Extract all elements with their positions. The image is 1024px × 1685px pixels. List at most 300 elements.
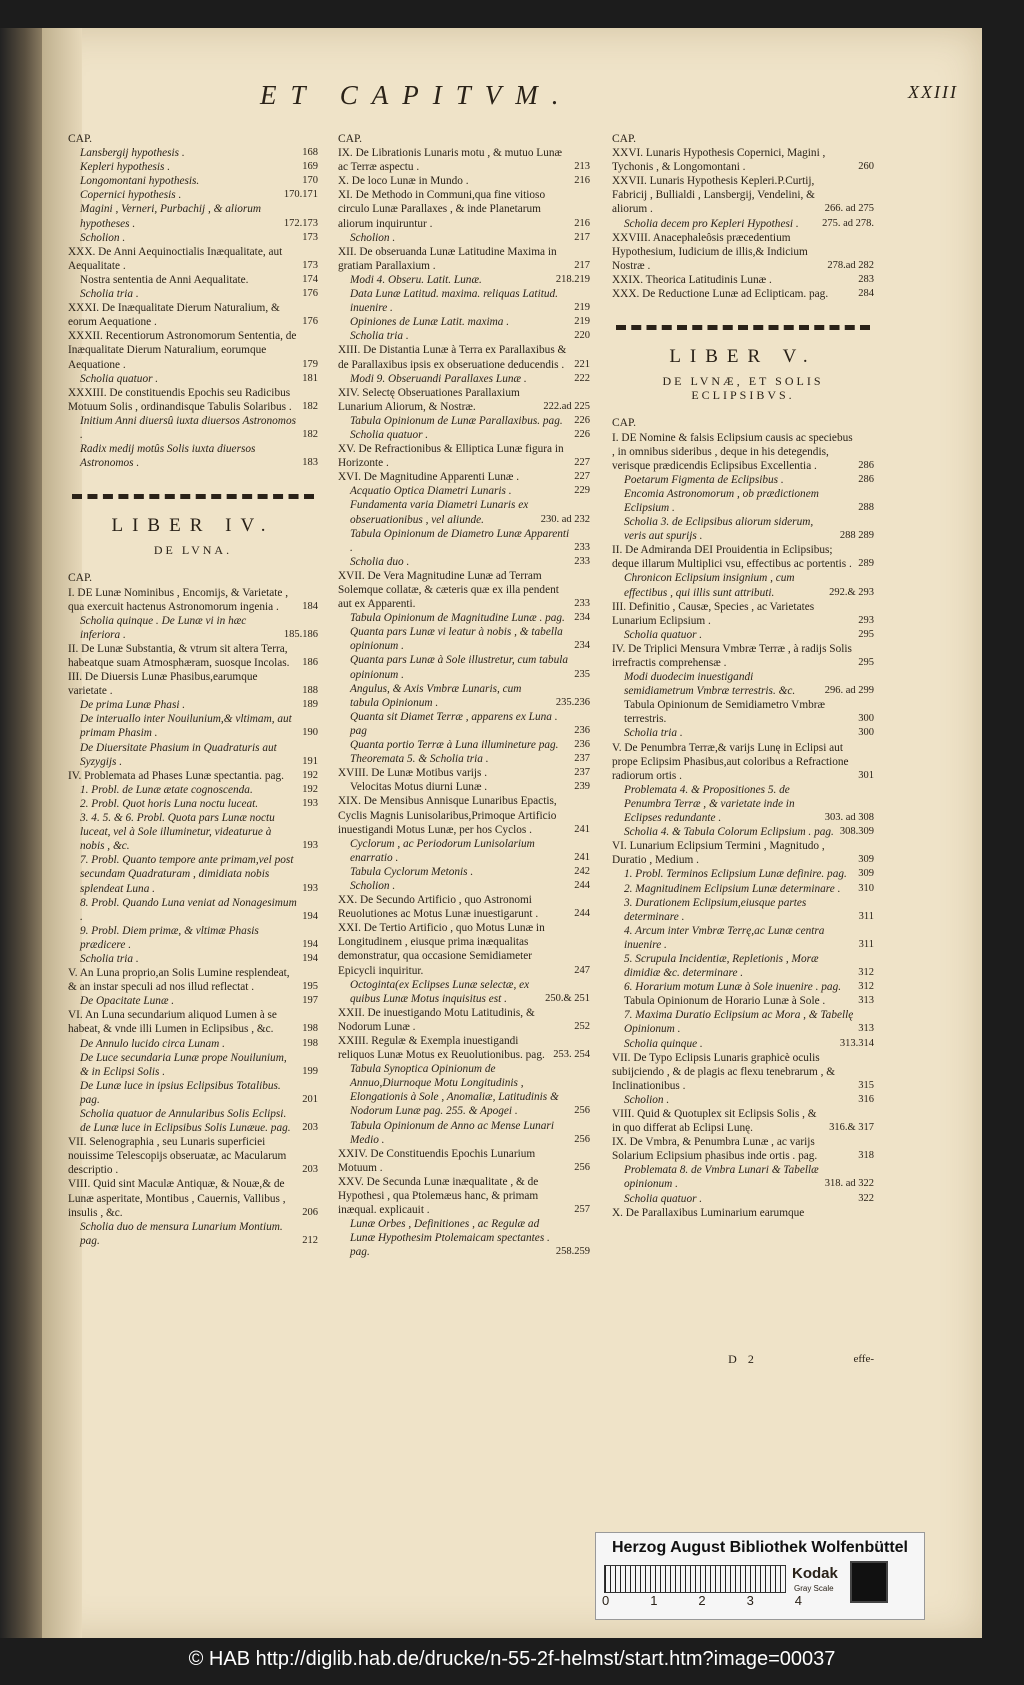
entry-text: XXI. De Tertio Artificio , quo Motus Lunæ in Longitudinem , eiusque prima inæqualitas demonstratur, qua occasione Semidiameter Epicycli inquiritur. [338, 922, 545, 977]
chapter-entry [612, 231, 874, 273]
subentry [338, 484, 590, 498]
subentry [338, 738, 590, 752]
entry-text: Quanta sit Diamet Terræ , apparens ex Luna . pag [350, 710, 558, 737]
subentry [338, 527, 590, 555]
subentry [612, 1037, 874, 1051]
entry-page: 318 [858, 1150, 874, 1162]
entry-page: 201 [302, 1093, 318, 1105]
entry-page: 190 [302, 727, 318, 739]
entry-text: Scholia duo de mensura Lunarium Montium. pag. [80, 1220, 283, 1247]
entry-text: VI. Lunarium Eclipsium Termini , Magnitudo , Duratio , Medium . [612, 840, 825, 867]
subentry [68, 188, 318, 202]
chapter-entry [612, 174, 874, 216]
entry-text: 7. Maxima Duratio Eclipsium ac Mora , & Tabellę Opinionum . [624, 1009, 854, 1036]
entry-page: 313 [858, 995, 874, 1007]
entry-text: XXIV. De Constituendis Epochis Lunarium Motuum . [338, 1147, 536, 1174]
chapter-entry [612, 741, 874, 783]
chapter-entry [68, 642, 318, 670]
subentry [68, 202, 318, 230]
entry-text: Tabula Opinionum de Diametro Lunæ Apparenti . [350, 527, 570, 554]
subentry [338, 273, 590, 287]
entry-text: Modi 4. Obseru. Latit. Lunæ. [350, 273, 482, 286]
entry-page: 275. ad 278. [822, 217, 874, 229]
subentry [612, 217, 874, 231]
entry-page: 182 [302, 428, 318, 440]
entry-page: 203 [302, 1122, 318, 1134]
entry-page: 286 [858, 459, 874, 471]
subentry [68, 994, 318, 1008]
subentry [612, 571, 874, 599]
entry-page: 266. ad 275 [824, 203, 874, 215]
entry-page: 206 [302, 1206, 318, 1218]
entry-text: Chronicon Eclipsium insignium , cum effectibus , qui illis sunt attributi. [624, 572, 795, 599]
entry-text: V. An Luna proprio,an Solis Lumine resplendeat, & an instar speculi ad nos illud reflectat . [68, 967, 290, 994]
entry-text: XV. De Refractionibus & Elliptica Lunæ figura in Horizonte . [338, 443, 564, 470]
chapter-entry [68, 586, 318, 614]
entry-text: Scholia 4. & Tabula Colorum Eclipsium . pag. [624, 826, 834, 839]
subentry [68, 287, 318, 301]
entry-page: 300 [858, 727, 874, 739]
subentry [68, 1037, 318, 1051]
scale-number: 4 [794, 1593, 802, 1608]
entry-page: 198 [302, 1023, 318, 1035]
subentry [68, 231, 318, 245]
entry-text: XII. De obseruanda Lunæ Latitudine Maxima in gratiam Parallaxium . [338, 245, 557, 272]
entry-page: 184 [302, 600, 318, 612]
entry-page: 295 [858, 657, 874, 668]
entry-text: Scholia quatuor . [624, 1192, 703, 1205]
entry-text: Velocitas Motus diurni Lunæ . [350, 781, 488, 794]
entry-text: Data Lunæ Latitud. maxima. reliquas Latitud. inuenire . [350, 288, 558, 315]
entry-page: 181 [302, 372, 318, 384]
subentry [612, 867, 874, 881]
entry-page: 300 [858, 713, 874, 725]
subentry [68, 1107, 318, 1135]
chapter-entry [68, 1008, 318, 1036]
subentry [338, 879, 590, 893]
scale-number: 2 [698, 1593, 706, 1608]
entry-page: 198 [302, 1037, 318, 1049]
chapter-entry [338, 1006, 590, 1034]
entry-text: IX. De Librationis Lunaris motu , & mutuo Lunæ ac Terræ aspectu . [338, 147, 563, 174]
entry-text: De Luce secundaria Lunæ prope Nouilunium, & in Eclipsi Solis . [80, 1051, 287, 1078]
entry-page: 170 [302, 175, 318, 187]
entry-text: XXVII. Lunaris Hypothesis Kepleri.P.Curtij, Fabricij , Bullialdi , Lansbergij, Vendelini, & aliorum . [612, 175, 815, 216]
entry-text: 3. Durationem Eclipsium,eiusque partes determinare . [624, 896, 807, 923]
entry-text: Longomontani hypothesis. [80, 175, 200, 188]
entry-text: III. Definitio , Causæ, Species , ac Varietates Lunarium Eclipsium . [612, 600, 815, 627]
entry-page: 236 [574, 724, 590, 736]
entry-page: 316 [858, 1093, 874, 1105]
entry-text: XXIX. Theorica Latitudinis Lunæ . [612, 273, 772, 286]
cap-label: CAP. [68, 572, 92, 585]
entry-page: 182 [302, 400, 318, 412]
entry-text: 5. Scrupula Incidentiæ, Repletionis , Moræ dimidiæ &c. determinare . [624, 952, 819, 980]
entry-text: Cyclorum , ac Periodorum Lunisolarium enarratio . [350, 837, 535, 864]
entry-page: 213 [574, 161, 590, 173]
section-divider [72, 494, 314, 499]
entry-text: 2. Probl. Quot horis Luna noctu luceat. [80, 797, 259, 810]
chapter-entry [338, 1175, 590, 1217]
entry-text: Tabula Opinionum de Semidiametro Vmbræ terrestris. [624, 699, 826, 726]
black-swatch [850, 1561, 888, 1603]
subentry [612, 783, 874, 825]
entry-page: 189 [302, 699, 318, 711]
entry-page: 296. ad 299 [824, 685, 874, 697]
chapter-entry [338, 1034, 590, 1062]
entry-page: 217 [574, 259, 590, 271]
scale-numbers [602, 1593, 802, 1608]
entry-page: 256 [574, 1161, 590, 1173]
subentry [612, 628, 874, 642]
entry-page: 312 [858, 981, 874, 993]
chapter-entry [338, 146, 590, 174]
entry-page: 316.& 317 [829, 1122, 874, 1134]
subentry [338, 498, 590, 526]
entry-page: 185.186 [283, 628, 318, 640]
index-column-1 [68, 130, 318, 1248]
entry-page: 220 [574, 330, 590, 342]
gray-scale-label: Gray Scale [794, 1584, 834, 1593]
entry-text: Quanta pars Lunæ vi leatur à nobis , & tabella opinionum . [350, 626, 563, 653]
entry-text: Nostra sententia de Anni Aequalitate. [80, 273, 249, 286]
subentry [68, 853, 318, 895]
entry-text: Acquatio Optica Diametri Lunaris . [350, 485, 512, 498]
kodak-logo: Kodak [792, 1565, 838, 1582]
entry-text: Tabula Opinionum de Horario Lunæ à Sole . [624, 995, 826, 1008]
subentry [338, 287, 590, 315]
entry-text: De Diuersitate Phasium in Quadraturis aut Syzygijs . [80, 741, 277, 768]
subentry [612, 924, 874, 952]
subentry [612, 1093, 874, 1107]
chapter-entry [612, 431, 874, 473]
chapter-entry [612, 273, 874, 287]
subentry [612, 896, 874, 924]
entry-text: Problemata 4. & Propositiones 5. de Penumbra Terræ , & varietate inde in Eclipses redundante . [624, 783, 795, 825]
subentry [338, 315, 590, 329]
entry-page: 309 [858, 854, 874, 866]
entry-text: XI. De Methodo in Communi,qua fine vitioso circulo Lunæ Parallaxes , & inde Planetarum aliorum inquiruntur . [338, 189, 546, 230]
entry-text: Quanta pars Lunæ à Sole illustretur, cum tabula opinionum . [350, 654, 568, 681]
entry-text: Scholion . [350, 879, 396, 892]
chapter-entry [68, 966, 318, 994]
entry-text: XXX. De Anni Aequinoctialis Inæqualitate, aut Aequalitate . [68, 245, 283, 272]
entry-text: XXXII. Recentiorum Astronomorum Sententia, de Inæqualitate Dierum Naturalium, eorumque Aequatione . [68, 330, 297, 371]
running-header: ET CAPITVM. [260, 80, 573, 110]
entry-text: Poetarum Figmenta de Eclipsibus . [624, 473, 784, 486]
chapter-entry [338, 766, 590, 780]
subentry [68, 414, 318, 442]
entry-page: 168 [302, 147, 318, 159]
entry-page: 169 [302, 161, 318, 173]
entry-page: 222.ad 225 [543, 400, 590, 412]
subentry [612, 980, 874, 994]
entry-page: 179 [302, 358, 318, 370]
entry-text: I. DE Lunæ Nominibus , Encomijs, & Varietate , qua exercuit hactenus Astronomorum ingenia . [68, 586, 289, 613]
entry-text: Tabula Synoptica Opinionum de Annuo,Diurnoque Motu Longitudinis , Elongationis à Sole , Anomaliæ, Latitudinis & Nodorum Lunæ pag. 255. & Apogei . [350, 1063, 559, 1118]
subentry [338, 372, 590, 386]
entry-page: 286 [858, 473, 874, 485]
entry-page: 193 [302, 840, 318, 852]
entry-text: VIII. Quid sint Maculæ Antiquæ, & Nouæ,& de Lunæ asperitate, Montibus , Cauernis, Vallibus , insulis , &c. [68, 1178, 286, 1219]
entry-text: Scholia tria . [624, 727, 683, 740]
entry-text: XXII. De inuestigando Motu Latitudinis, & Nodorum Lunæ . [338, 1006, 535, 1033]
entry-text: VII. De Typo Eclipsis Lunaris graphicè oculis subijciendo , & de plagis ac flexu tenebrarum , & Inclinationibus . [612, 1051, 836, 1092]
entry-text: Scholia tria . [80, 952, 139, 965]
chapter-entry [612, 1051, 874, 1093]
entry-text: Fundamenta varia Diametri Lunaris ex obseruationibus , vel aliunde. [350, 499, 529, 526]
copyright-footer: © HAB http://diglib.hab.de/drucke/n-55-2f-helmst/start.htm?image=00037 [188, 1648, 836, 1670]
chapter-entry [338, 794, 590, 836]
entry-page: 194 [302, 952, 318, 964]
entry-text: XXXI. De Inæqualitate Dierum Naturalium, & eorum Aequatione . [68, 302, 280, 329]
subentry [68, 146, 318, 160]
book-subheading: DE LVNA. [153, 543, 233, 558]
subentry [338, 555, 590, 569]
entry-page: 221 [574, 358, 590, 370]
entry-page: 237 [574, 753, 590, 765]
chapter-entry [338, 893, 590, 921]
entry-page: 313 [858, 1023, 874, 1035]
entry-page: 322 [858, 1192, 874, 1204]
entry-text: VI. An Luna secundarium aliquod Lumen à se habeat, & vnde illi Lumen in Eclipsibus , &c. [68, 1009, 277, 1036]
subentry [338, 780, 590, 794]
entry-text: Radix medij motûs Solis iuxta diuersos Astronomos . [80, 443, 256, 470]
entry-page: 250.& 251 [545, 992, 590, 1004]
subentry [338, 231, 590, 245]
chapter-entry [338, 343, 590, 371]
entry-page: 194 [302, 938, 318, 950]
subentry [338, 978, 590, 1006]
entry-text: IX. De Vmbra, & Penumbra Lunæ , ac varijs Solarium Eclipsium phasibus inde ortis . pag. [612, 1136, 818, 1163]
entry-text: I. DE Nomine & falsis Eclipsium causis ac speciebus , in omnibus sideribus , deque in his detegendis, verisque prædicendis Eclipsibus Excellentia . [612, 431, 853, 472]
entry-text: Angulus, & Axis Vmbræ Lunaris, cum tabula Opinionum . [350, 682, 522, 709]
index-column-2 [338, 130, 590, 1260]
entry-text: De Annulo lucido circa Lunam . [80, 1037, 225, 1050]
entry-page: 216 [574, 217, 590, 229]
subentry [338, 329, 590, 343]
subentry [68, 712, 318, 740]
subentry [68, 797, 318, 811]
chapter-entry [612, 1206, 874, 1220]
entry-text: XX. De Secundo Artificio , quo Astronomi Reuolutiones ac Motus Lunæ inuestigarunt . [338, 894, 539, 921]
subentry [612, 1163, 874, 1191]
entry-page: 193 [302, 882, 318, 894]
entry-page: 217 [574, 231, 590, 243]
entry-text: Scholia quatuor de Annularibus Solis Eclipsi. de Lunæ luce in Eclipsibus Solis Lunæue. pag. [80, 1108, 291, 1135]
subentry [68, 372, 318, 386]
entry-text: XXV. De Secunda Lunæ inæqualitate , & de Hypothesi , qua Ptolemæus hanc, & primam inæqual. explicauit . [338, 1175, 539, 1217]
entry-text: De prima Lunæ Phasi . [80, 699, 186, 712]
book-heading: LIBER V. [669, 346, 817, 368]
entry-page: 309 [858, 868, 874, 880]
subentry [612, 882, 874, 896]
subentry [68, 442, 318, 470]
entry-page: 193 [302, 797, 318, 809]
entry-text: 1. Probl. Terminos Eclipsium Lunæ definire. pag. [624, 868, 847, 881]
entry-page: 235.236 [555, 696, 590, 708]
page-number: XXIII [908, 82, 958, 102]
entry-page: 258.259 [555, 1246, 590, 1258]
subentry [338, 752, 590, 766]
entry-text: Scholion . [624, 1093, 670, 1106]
subentry [68, 174, 318, 188]
entry-page: 310 [858, 882, 874, 894]
entry-page: 222 [574, 372, 590, 384]
entry-page: 218.219 [555, 273, 590, 285]
entry-text: IV. Problemata ad Phases Lunæ spectantia. pag. [68, 769, 284, 782]
subentry [612, 952, 874, 980]
entry-page: 241 [574, 823, 590, 835]
chapter-entry [338, 1147, 590, 1175]
subentry [338, 865, 590, 879]
chapter-entry [338, 174, 590, 188]
cap-label: CAP. [612, 133, 636, 145]
entry-page: 219 [574, 302, 590, 314]
color-calibration-card [595, 1532, 925, 1620]
catchword: effe- [853, 1353, 874, 1365]
chapter-entry [612, 600, 874, 628]
entry-page: 247 [574, 964, 590, 976]
entry-page: 176 [302, 288, 318, 300]
entry-page: 284 [858, 288, 874, 300]
entry-text: Problemata 8. de Vmbra Lunari & Tabellæ opinionum . [624, 1164, 819, 1191]
chapter-entry [338, 188, 590, 230]
entry-page: 237 [574, 767, 590, 779]
entry-page: 197 [302, 995, 318, 1007]
subentry [338, 414, 590, 428]
entry-page: 229 [574, 485, 590, 497]
entry-page: 173 [302, 259, 318, 271]
subentry [612, 473, 874, 487]
entry-page: 192 [302, 769, 318, 781]
chapter-entry [68, 1177, 318, 1219]
entry-text: 4. Arcum inter Vmbræ Terrę,ac Lunæ centra inuenire . [624, 924, 825, 951]
entry-page: 192 [302, 783, 318, 795]
entry-page: 253. 254 [553, 1049, 590, 1061]
subentry [68, 783, 318, 797]
subentry [338, 1062, 590, 1118]
entry-text: XXXIII. De constituendis Epochis seu Radicibus Motuum Solis , ordinandisque Tabulis Solaribus . [68, 386, 292, 413]
entry-page: 242 [574, 865, 590, 877]
chapter-entry [338, 921, 590, 977]
entry-page: 293 [858, 614, 874, 626]
entry-text: XIX. De Mensibus Annisque Lunaribus Epactis, Cyclis Magnis Lunisolaribus,Primoque Artificio inuestigandi Motus Lunæ, per hos Cyclos . [338, 795, 557, 836]
entry-page: 312 [858, 967, 874, 979]
entry-text: IV. De Triplici Mensura Vmbræ Terræ , à radijs Solis irrefractis comprehensæ . [612, 642, 852, 669]
entry-page: 199 [302, 1065, 318, 1077]
chapter-entry [68, 245, 318, 273]
subentry [612, 670, 874, 698]
subentry [68, 1051, 318, 1079]
index-column-3 [612, 130, 874, 1220]
entry-page: 173 [302, 231, 318, 243]
entry-page: 311 [858, 938, 874, 950]
entry-text: 1. Probl. de Lunæ ætate cognoscenda. [80, 783, 253, 796]
entry-page: 233 [574, 541, 590, 553]
subentry [338, 611, 590, 625]
chapter-entry [612, 146, 874, 174]
entry-text: VIII. Quid & Quotuplex sit Eclipsis Solis , & in quo differat ab Eclipsi Lunę. [612, 1108, 817, 1135]
entry-page: 227 [574, 457, 590, 469]
entry-page: 236 [574, 739, 590, 751]
entry-text: Scholia decem pro Kepleri Hypothesi . [624, 217, 799, 230]
entry-text: Octoginta(ex Eclipses Lunæ selectæ, ex quibus Lunæ Motus inquisitus est . [350, 978, 530, 1005]
entry-page: 188 [302, 685, 318, 697]
page-foot [612, 1346, 874, 1365]
entry-page: 234 [574, 612, 590, 624]
entry-text: De Lunæ luce in ipsius Eclipsibus Totalibus. pag. [80, 1079, 281, 1106]
scale-number: 0 [602, 1593, 610, 1608]
entry-text: XXVI. Lunaris Hypothesis Copernici, Magini , Tychonis , & Longomontani . [612, 147, 826, 174]
entry-text: Lunæ Orbes , Definitiones , ac Regulæ ad Lunæ Hypothesim Ptolemaicam spectantes . pag. [350, 1218, 550, 1259]
entry-text: Opiniones de Lunæ Latit. maxima . [350, 316, 510, 329]
entry-text: 7. Probl. Quanto tempore ante primam,vel post secundam Quadraturam , dimidiata nobis splendeat Luna . [80, 854, 294, 895]
entry-page: 303. ad 308 [824, 812, 874, 824]
subentry [338, 1119, 590, 1147]
entry-text: Lansbergij hypothesis . [80, 147, 185, 160]
entry-page: 308.309 [839, 826, 874, 838]
entry-text: De Opacitate Lunæ . [80, 995, 175, 1008]
scale-number: 1 [650, 1593, 658, 1608]
chapter-entry [68, 1135, 318, 1177]
subentry [68, 924, 318, 952]
subentry [68, 952, 318, 966]
subentry [612, 487, 874, 515]
entry-page: 283 [858, 273, 874, 285]
entry-text: Initium Anni diuersû iuxta diuersos Astronomos . [80, 414, 297, 441]
entry-text: Magini , Verneri, Purbachij , & aliorum hypotheses . [80, 203, 262, 230]
entry-page: 186 [302, 657, 318, 668]
entry-text: Scholia quatuor . [350, 428, 429, 441]
chapter-entry [612, 1135, 874, 1163]
chapter-entry [612, 1107, 874, 1135]
entry-text: Scholia quinque . [624, 1037, 703, 1050]
entry-page: 239 [574, 781, 590, 793]
entry-text: Encomia Astronomorum , ob prædictionem Eclipsium . [624, 487, 819, 514]
entry-page: 244 [574, 879, 590, 891]
chapter-entry [68, 386, 318, 414]
entry-page: 233 [574, 555, 590, 567]
entry-page: 191 [302, 755, 318, 767]
entry-text: XXVIII. Anacephaleôsis præcedentium Hypothesium, Iudicium de illis,& Indicium Nostræ . [612, 231, 808, 272]
subentry [612, 726, 874, 740]
subentry [338, 653, 590, 681]
entry-page: 311 [858, 910, 874, 922]
entry-text: Kepleri hypothesis . [80, 161, 171, 174]
chapter-entry [612, 287, 874, 301]
chapter-entry [68, 301, 318, 329]
entry-page: 288 [858, 501, 874, 513]
entry-page: 216 [574, 175, 590, 187]
entry-text: III. De Diuersis Lunæ Phasibus,earumque varietate . [68, 671, 258, 698]
subentry [338, 682, 590, 710]
entry-text: XXIII. Regulæ & Exempla inuestigandi reliquos Lunæ Motus ex Reuolutionibus. pag. [338, 1035, 545, 1062]
entry-text: Copernici hypothesis . [80, 189, 182, 202]
subentry [612, 1192, 874, 1206]
subentry [338, 1217, 590, 1259]
entry-page: 170.171 [283, 189, 318, 201]
entry-page: 315 [858, 1079, 874, 1091]
gray-scale-ruler [604, 1565, 786, 1593]
entry-text: Theoremata 5. & Scholia tria . [350, 753, 489, 766]
book-subheading: DE LVNÆ, ET SOLIS ECLIPSIBVS. [662, 374, 824, 403]
subentry [338, 428, 590, 442]
entry-page: 295 [858, 628, 874, 640]
cap-label: CAP. [68, 133, 92, 145]
subentry [68, 614, 318, 642]
signature-mark: D 2 [728, 1352, 758, 1366]
